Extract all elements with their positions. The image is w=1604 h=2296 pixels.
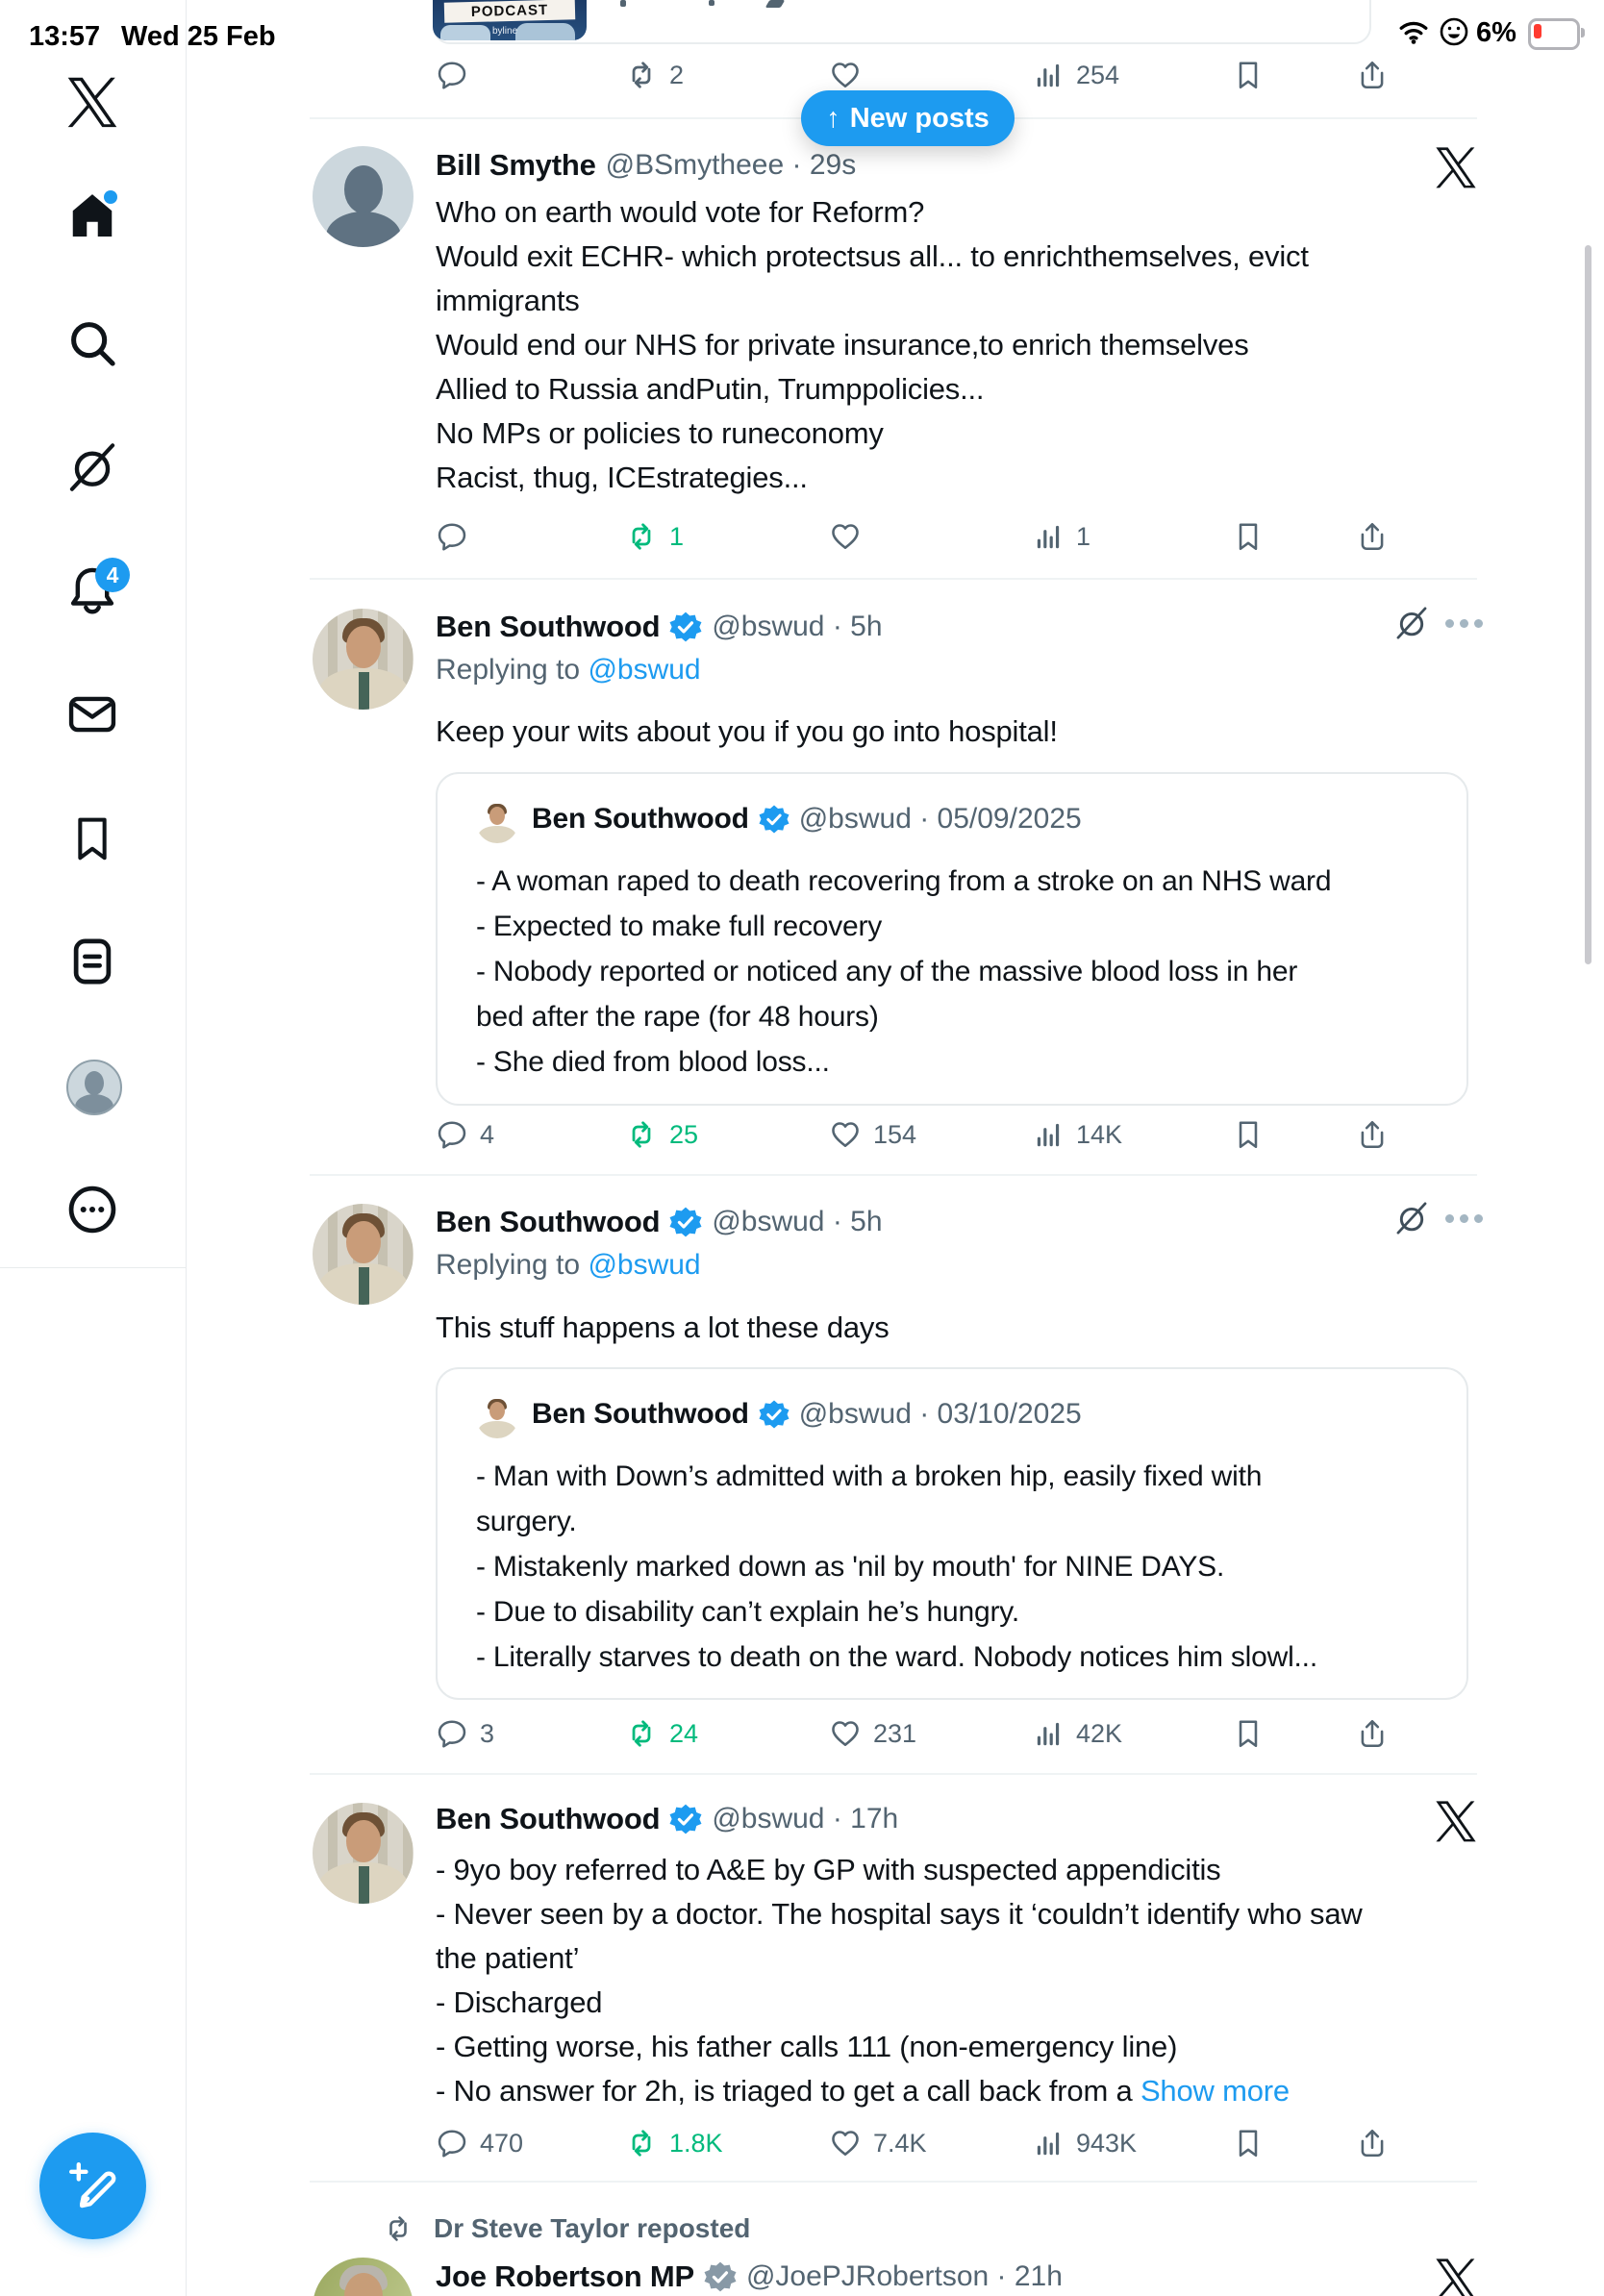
new-posts-label: New posts	[849, 102, 990, 134]
handle-and-time: @bswud · 5h	[712, 1206, 883, 1237]
avatar[interactable]	[313, 1803, 414, 1904]
replying-handle[interactable]: @bswud	[588, 654, 701, 686]
quote-header	[532, 803, 1082, 836]
wifi-icon	[1397, 15, 1430, 48]
reply-action[interactable]	[436, 2127, 523, 2159]
like-icon	[829, 1717, 862, 1750]
reply-icon	[436, 59, 468, 91]
smiley-status-icon	[1439, 16, 1469, 47]
avatar[interactable]	[313, 1204, 414, 1305]
messages-icon[interactable]	[66, 688, 118, 740]
gov-verified-badge-icon	[704, 2260, 737, 2293]
tweet-divider	[310, 1174, 1477, 1176]
share-icon	[1356, 520, 1389, 553]
grok-icon[interactable]	[66, 441, 118, 493]
replying-to: Replying to @bswud	[436, 654, 701, 686]
repost-action[interactable]	[625, 1717, 698, 1750]
avatar-face	[346, 626, 381, 668]
search-icon[interactable]	[66, 317, 118, 369]
views-action[interactable]	[1032, 59, 1119, 91]
like-icon	[829, 2127, 862, 2159]
repost-icon	[625, 520, 658, 553]
views-count: 254	[1076, 61, 1120, 89]
like-action[interactable]	[829, 1118, 916, 1151]
avatar[interactable]	[313, 146, 414, 247]
quote-display-name: Ben Southwood	[532, 1398, 749, 1430]
like-action[interactable]	[829, 2127, 927, 2159]
handle-and-time: @bswud · 17h	[712, 1803, 899, 1834]
display-name[interactable]: Ben Southwood	[436, 610, 661, 643]
quote-avatar	[476, 1396, 518, 1438]
reply-action[interactable]	[436, 59, 480, 91]
tweet-header	[436, 1802, 898, 1836]
tweet-header	[436, 610, 883, 644]
share-action[interactable]	[1356, 2127, 1389, 2159]
views-icon	[1032, 1717, 1065, 1750]
x-logo-icon[interactable]	[1435, 146, 1477, 188]
share-action[interactable]	[1356, 1118, 1389, 1151]
more-icon[interactable]	[66, 1184, 118, 1235]
new-posts-button[interactable]	[801, 90, 1015, 146]
handle-and-time: @BSmytheee · 29s	[605, 149, 857, 181]
bookmark-icon	[1232, 1717, 1265, 1750]
reply-icon	[436, 1118, 468, 1151]
tweet-text: Keep your wits about you if you go into hospital!	[436, 714, 1058, 748]
reply-count: 4	[480, 1120, 495, 1149]
repost-icon	[383, 2213, 414, 2244]
tweet-text: Who on earth would vote for Reform? Would exit ECHR- which protectsus all... to enrichthemselves, evict immigrants Would end our NHS for private insurance,to enrich themselves Allied to Russia andPutin, Trumppolicies... No MPs or policies to runeconomy Racist, thug, ICEstrategies...	[436, 195, 1309, 494]
display-name[interactable]: Bill Smythe	[436, 148, 596, 182]
compose-pencil-icon	[67, 2160, 119, 2212]
lists-icon[interactable]	[66, 936, 118, 987]
x-logo-icon[interactable]	[1435, 1800, 1477, 1842]
tweet-actions	[0, 2127, 1604, 2165]
repost-count: 1	[669, 522, 685, 551]
cut-text-fragment	[709, 0, 714, 6]
like-action[interactable]	[829, 520, 873, 553]
notifications-badge: 4	[95, 558, 130, 592]
quoted-tweet[interactable]	[436, 1367, 1468, 1700]
quote-avatar	[476, 801, 518, 843]
share-action[interactable]	[1356, 520, 1389, 553]
repost-action[interactable]	[625, 59, 684, 91]
bookmark-action[interactable]	[1232, 520, 1265, 553]
profile-avatar-shoulders	[75, 1094, 113, 1115]
share-icon	[1356, 2127, 1389, 2159]
tweet-text: This stuff happens a lot these days	[436, 1310, 890, 1344]
like-count: 7.4K	[873, 2129, 927, 2158]
like-count: 154	[873, 1120, 917, 1149]
bookmarks-icon[interactable]	[66, 812, 118, 864]
bookmark-icon	[1232, 520, 1265, 553]
repost-count: 1.8K	[669, 2129, 723, 2158]
display-name[interactable]: Ben Southwood	[436, 1802, 661, 1835]
views-action[interactable]	[1032, 2127, 1137, 2159]
repost-count: 24	[669, 1719, 699, 1748]
views-count: 943K	[1076, 2129, 1138, 2158]
quote-handle-and-time: @bswud · 05/09/2025	[798, 803, 1082, 835]
profile-avatar[interactable]	[66, 1060, 122, 1115]
status-date: Wed 25 Feb	[121, 21, 276, 52]
like-icon	[829, 59, 862, 91]
avatar[interactable]	[313, 2258, 414, 2296]
show-more-link[interactable]: Show more	[1140, 2074, 1290, 2108]
handle-and-time: @JoePJRobertson · 21h	[745, 2260, 1063, 2292]
verified-badge-icon	[669, 1803, 702, 1835]
scrollbar[interactable]	[1585, 245, 1591, 964]
repost-label[interactable]: Dr Steve Taylor reposted	[434, 2213, 751, 2243]
views-action[interactable]	[1032, 1717, 1122, 1750]
more-options-icon[interactable]	[1445, 619, 1483, 628]
podcast-thumbnail[interactable]	[433, 0, 587, 40]
bookmark-icon	[1232, 2127, 1265, 2159]
bookmark-action[interactable]	[1232, 59, 1265, 91]
battery-icon	[1528, 18, 1580, 50]
tweet-divider	[310, 1773, 1477, 1775]
tweet-actions	[0, 520, 1604, 559]
verified-badge-icon	[759, 804, 789, 835]
thumb-person-left	[440, 25, 490, 40]
avatar-shoulders	[326, 212, 401, 247]
x-logo-icon[interactable]	[1435, 2258, 1477, 2296]
sidebar-section-divider	[0, 1267, 186, 1268]
repost-count: 25	[669, 1120, 699, 1149]
share-icon	[1356, 1717, 1389, 1750]
profile-avatar-head	[85, 1071, 104, 1095]
replying-handle[interactable]: @bswud	[588, 1249, 701, 1281]
reply-icon	[436, 1717, 468, 1750]
thumb-person-right	[515, 23, 575, 40]
display-name[interactable]: Ben Southwood	[436, 1205, 661, 1238]
tweet-header	[436, 148, 856, 183]
repost-icon	[625, 1118, 658, 1151]
cut-text-fragment	[620, 0, 626, 7]
reply-icon	[436, 2127, 468, 2159]
reply-action[interactable]	[436, 1118, 494, 1151]
bookmark-icon	[1232, 59, 1265, 91]
verified-badge-icon	[759, 1399, 789, 1430]
more-options-icon[interactable]	[1445, 1214, 1483, 1223]
status-time: 13:57	[29, 21, 101, 52]
views-count: 14K	[1076, 1120, 1123, 1149]
reply-action[interactable]	[436, 1717, 494, 1750]
like-count: 231	[873, 1719, 917, 1748]
bookmark-action[interactable]	[1232, 1717, 1265, 1750]
like-action[interactable]	[829, 1717, 916, 1750]
reply-action[interactable]	[436, 520, 480, 553]
tweet-header	[436, 2259, 1063, 2294]
tweet-divider	[310, 2181, 1477, 2183]
podcast-byline: byline	[492, 26, 518, 37]
views-icon	[1032, 2127, 1065, 2159]
quote-header	[532, 1398, 1082, 1431]
battery-percent: 6%	[1476, 17, 1516, 48]
home-notification-dot	[104, 190, 117, 204]
repost-action[interactable]	[625, 520, 684, 553]
views-action[interactable]	[1032, 520, 1090, 553]
reply-count: 470	[480, 2129, 524, 2158]
avatar-tie	[359, 672, 369, 710]
quote-handle-and-time: @bswud · 03/10/2025	[798, 1398, 1082, 1430]
repost-icon	[625, 1717, 658, 1750]
share-icon	[1356, 1118, 1389, 1151]
bookmark-icon	[1232, 1118, 1265, 1151]
replying-to: Replying to @bswud	[436, 1249, 701, 1281]
repost-action[interactable]	[625, 1118, 698, 1151]
share-action[interactable]	[1356, 1717, 1389, 1750]
verified-badge-icon	[669, 1206, 702, 1238]
tweet-actions	[0, 1717, 1604, 1756]
reply-count: 3	[480, 1719, 495, 1748]
podcast-title: PODCAST	[444, 0, 576, 23]
quote-display-name: Ben Southwood	[532, 803, 749, 835]
quote-text: - A woman raped to death recovering from a stroke on an NHS ward - Expected to make full recovery - Nobody reported or noticed any of the massive blood loss in her bed after the rape (for 48 hours) - She died from blood loss...	[476, 865, 1332, 1078]
like-icon	[829, 1118, 862, 1151]
views-count: 42K	[1076, 1719, 1123, 1748]
repost-count: 2	[669, 61, 685, 89]
tweet-actions	[0, 1118, 1604, 1157]
avatar[interactable]	[313, 609, 414, 710]
views-action[interactable]	[1032, 1118, 1122, 1151]
quote-text: - Man with Down’s admitted with a broken hip, easily fixed with surgery. - Mistakenly marked down as 'nil by mouth' for NINE DAYS. - Due to disability can’t explain he’s hungry. - Literally starves to death on the ward. Nobody notices him slowl...	[476, 1460, 1317, 1673]
tweet-header	[436, 1205, 883, 1239]
tweet-text: - 9yo boy referred to A&E by GP with suspected appendicitis - Never seen by a doctor. The hospital says it ‘couldn’t identify who saw the patient’ - Discharged - Getting worse, his father calls 111 (non-emergency line) - No answer for 2h, is triaged to get a call back from a Show more	[436, 1853, 1363, 2108]
share-icon	[1356, 59, 1389, 91]
display-name[interactable]: Joe Robertson MP	[436, 2259, 694, 2293]
bookmark-action[interactable]	[1232, 1118, 1265, 1151]
reply-icon	[436, 520, 468, 553]
views-count: 1	[1076, 522, 1091, 551]
repost-action[interactable]	[625, 2127, 723, 2159]
repost-icon	[625, 2127, 658, 2159]
quoted-tweet[interactable]	[436, 772, 1468, 1106]
views-icon	[1032, 59, 1065, 91]
like-icon	[829, 520, 862, 553]
handle-and-time: @bswud · 5h	[712, 611, 883, 642]
bookmark-action[interactable]	[1232, 2127, 1265, 2159]
tweet-divider	[310, 578, 1477, 580]
verified-badge-icon	[669, 611, 702, 643]
like-action[interactable]	[829, 59, 873, 91]
repost-icon	[625, 59, 658, 91]
avatar-head	[344, 165, 383, 213]
views-icon	[1032, 1118, 1065, 1151]
views-icon	[1032, 520, 1065, 553]
grok-actions-icon[interactable]	[1394, 606, 1429, 640]
tweet-actions	[0, 59, 1604, 97]
up-arrow-icon: ↑	[826, 102, 840, 134]
share-action[interactable]	[1356, 59, 1389, 91]
grok-actions-icon[interactable]	[1394, 1201, 1429, 1235]
